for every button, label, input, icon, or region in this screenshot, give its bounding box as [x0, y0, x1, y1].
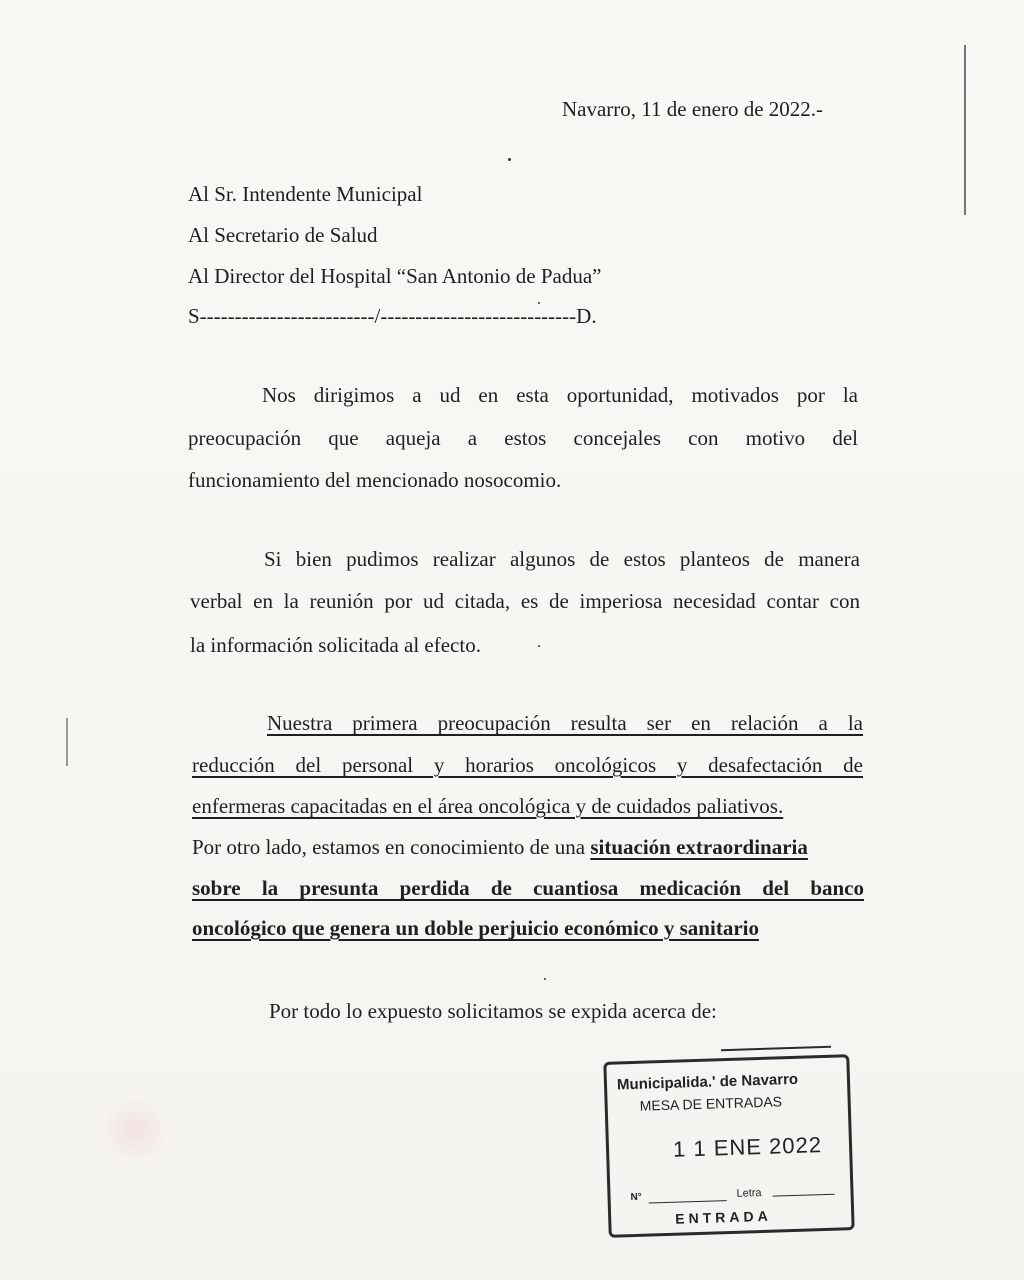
paragraph3-line4-plain: Por otro lado, estamos en conocimiento de una [192, 835, 591, 859]
paragraph2-line2: verbal en la reunión por ud citada, es de imperiosa necesidad contar con [190, 589, 860, 613]
stamp-top-rule [721, 1046, 831, 1051]
ink-speck [538, 645, 540, 647]
recipient-intendente: Al Sr. Intendente Municipal [188, 182, 423, 206]
salutation-line: S-------------------------/----------------------------D. [188, 304, 597, 328]
stamp-letter-label: Letra [736, 1187, 762, 1200]
stamp-institution: Municipalida.' de Navarro [616, 1070, 799, 1094]
ink-speck [508, 158, 511, 161]
paragraph3-bold-line2: oncológico que genera un doble perjuicio económico y sanitario [192, 916, 759, 940]
paragraph3-line4 [192, 835, 808, 860]
page-edge-mark [66, 718, 68, 766]
entry-stamp [603, 1054, 854, 1238]
letter-date: Navarro, 11 de enero de 2022.- [562, 97, 824, 121]
paragraph1-line2: preocupación que aqueja a estos concejales con motivo del [188, 426, 858, 450]
ink-speck [544, 978, 546, 980]
paragraph2-line1: Si bien pudimos realizar algunos de estos planteos de manera [264, 547, 860, 571]
paragraph1-line3: funcionamiento del mencionado nosocomio. [188, 468, 562, 492]
recipient-director: Al Director del Hospital “San Antonio de Padua” [188, 264, 602, 288]
stamp-number-line [649, 1200, 727, 1203]
ink-blot [95, 1100, 175, 1160]
stamp-office: MESA DE ENTRADAS [639, 1093, 783, 1114]
stamp-date: 1 1 ENE 2022 [672, 1132, 823, 1162]
recipient-secretario: Al Secretario de Salud [188, 223, 378, 247]
paragraph1-line1: Nos dirigimos a ud en esta oportunidad, motivados por la [262, 383, 858, 407]
page-edge-line [964, 45, 966, 215]
stamp-entry-label: ENTRADA [675, 1207, 772, 1227]
stamp-number-label: N° [630, 1191, 642, 1204]
stamp-letter-line [773, 1194, 835, 1197]
paragraph3-bold-line1: sobre la presunta perdida de cuantiosa medicación del banco [192, 876, 864, 900]
paragraph3-line2: reducción del personal y horarios oncológicos y desafectación de [192, 753, 863, 777]
paragraph3-line4-bold: situación extraordinaria [590, 835, 808, 859]
paragraph3-line3: enfermeras capacitadas en el área oncológica y de cuidados paliativos. [192, 794, 784, 818]
paragraph3-line1: Nuestra primera preocupación resulta ser en relación a la [267, 711, 863, 735]
paragraph2-line3: la información solicitada al efecto. [190, 633, 481, 657]
closing-line: Por todo lo expuesto solicitamos se expida acerca de: [269, 999, 717, 1023]
